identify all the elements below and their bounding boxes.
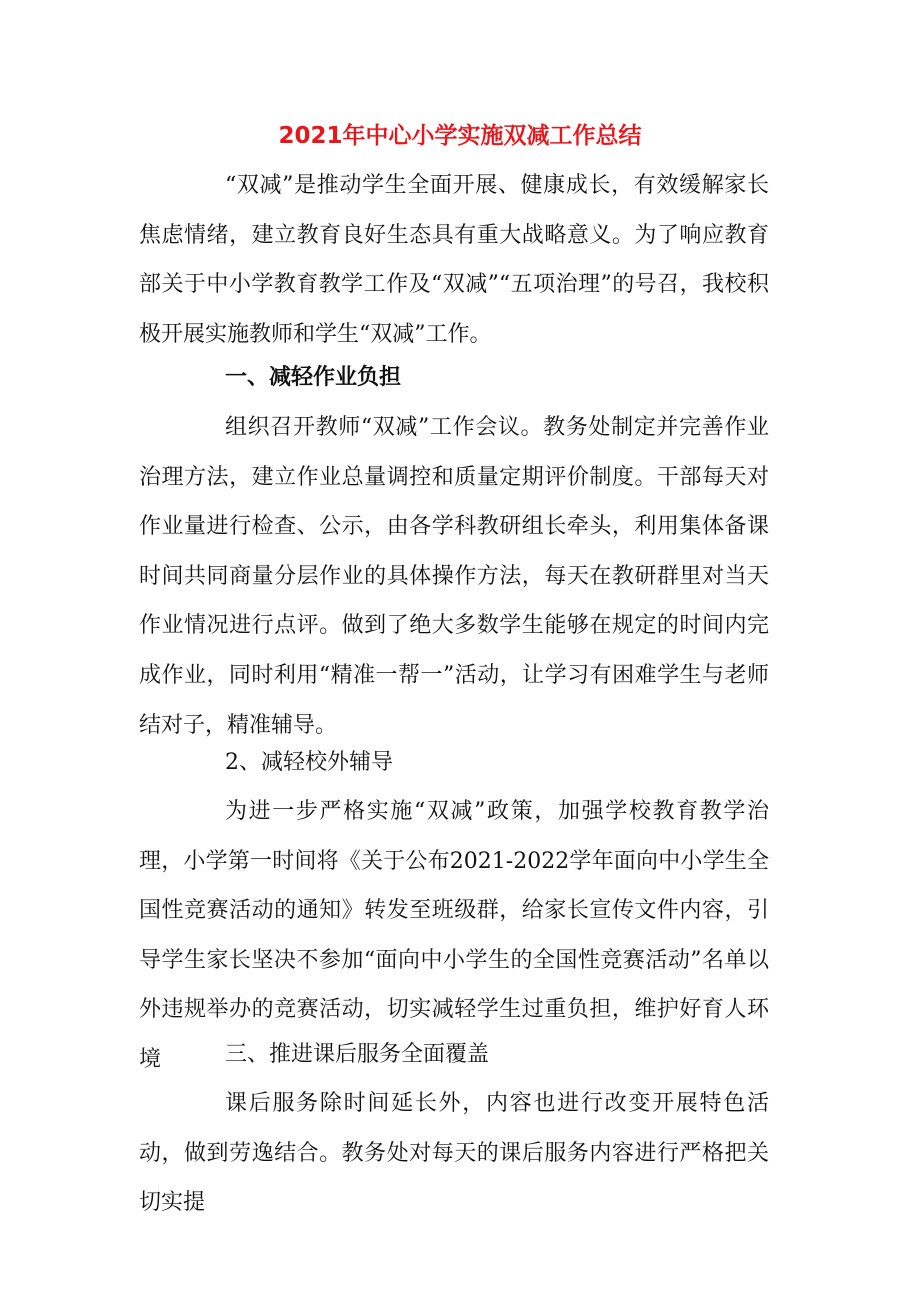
document-title: 2021年中心小学实施双减工作总结 [278, 123, 642, 149]
section-1-paragraph: 组织召开教师“双减”工作会议。教务处制定并完善作业治理方法，建立作业总量调控和质量定期评价制度。干部每天对作业量进行检查、公示，由各学科教研组长牵头，利用集体备课时间共同商量分层作业的具体操作方法，每天在教研群里对当天作业情况进行点评。做到了绝大多数学生能够在规定的时间内完成作业，同时利用“精准一帮一”活动，让学习有困难学生与老师结对子，精准辅导。 [139, 415, 769, 738]
section-heading-3: 三、推进课后服务全面覆盖 [225, 1042, 490, 1067]
section-3-paragraph: 课后服务除时间延长外，内容也进行改变开展特色活动，做到劳逸结合。教务处对每天的课后服务内容进行严格把关切实提 [139, 1091, 769, 1216]
section-2-paragraph: 为进一步严格实施“双减”政策，加强学校教育教学治理，小学第一时间将《关于公布2021-2022学年面向中小学生全国性竞赛活动的通知》转发至班级群，给家长宣传文件内容，引导学生家长坚决不参加“面向中小学生的全国性竞赛活动”名单以外违规举办的竞赛活动，切实减轻学生过重负担，维护好育人环境 [139, 799, 769, 1072]
intro-paragraph: “双减”是推动学生全面开展、健康成长，有效缓解家长焦虑情绪，建立教育良好生态具有重大战略意义。为了响应教育部关于中小学教育教学工作及“双减”“五项治理”的号召，我校积极开展实施教师和学生“双减”工作。 [139, 173, 769, 347]
section-heading-2: 2、减轻校外辅导 [225, 750, 393, 775]
section-heading-1: 一、减轻作业负担 [225, 365, 402, 390]
